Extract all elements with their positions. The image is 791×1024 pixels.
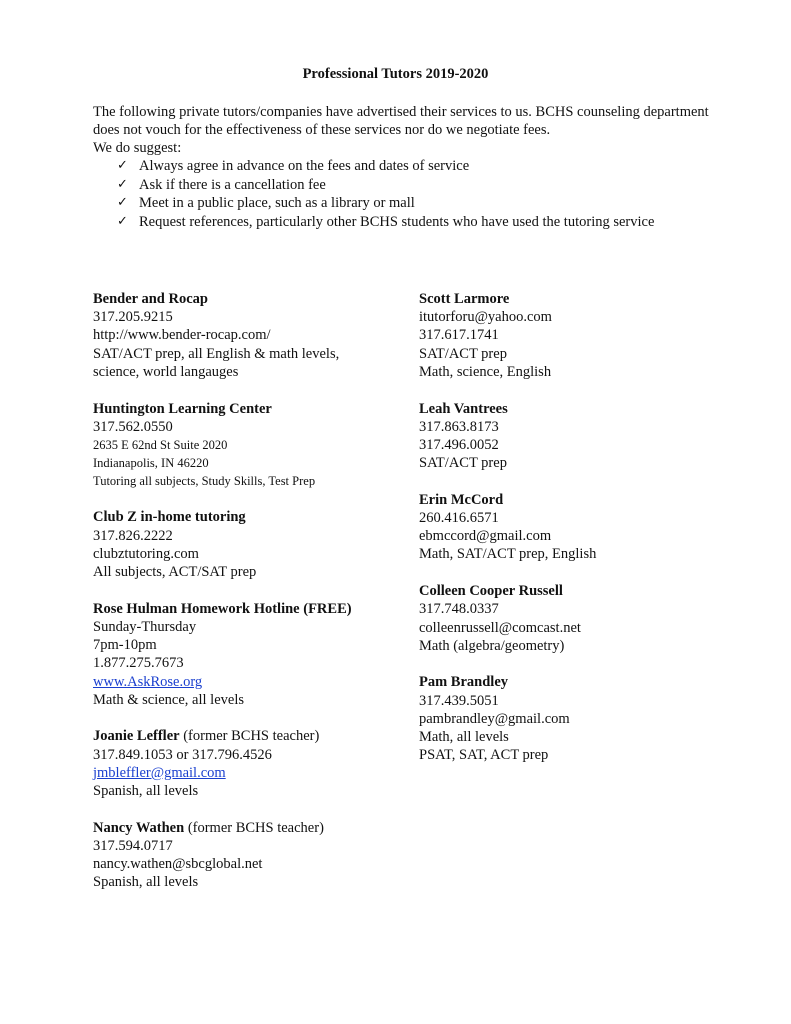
tutor-note: (former BCHS teacher)	[184, 819, 324, 836]
tutor-phone: 317.863.8173	[419, 418, 499, 435]
tutor-description: Spanish, all levels	[93, 783, 199, 800]
tutor-website: http://www.bender-rocap.com/	[93, 327, 271, 344]
suggest-label: We do suggest:	[93, 140, 182, 156]
suggestion-list	[93, 157, 733, 231]
askrose-link[interactable]: www.AskRose.org	[93, 673, 203, 690]
tutor-description: science, world langauges	[93, 363, 239, 380]
left-tutor-column	[93, 290, 403, 910]
tutor-description: SAT/ACT prep	[419, 455, 507, 472]
tutor-name: Leah Vantrees	[419, 400, 508, 417]
tutor-phone: 317.439.5051	[419, 692, 499, 709]
suggestion-item: ✓ Ask if there is a cancellation fee	[117, 176, 326, 193]
checkmark-icon: ✓	[117, 195, 128, 210]
tutor-entry-huntington	[93, 400, 403, 490]
tutor-entry-joanie-leffler	[93, 727, 403, 800]
tutor-name: Huntington Learning Center	[93, 400, 272, 417]
tutor-website: clubztutoring.com	[93, 545, 199, 562]
tutor-entry-scott-larmore	[419, 290, 739, 381]
tutor-description: PSAT, SAT, ACT prep	[419, 747, 549, 764]
tutor-phone: 317.826.2222	[93, 527, 173, 544]
checkmark-icon: ✓	[117, 176, 128, 192]
tutor-name: Bender and Rocap	[93, 291, 208, 307]
tutor-entry-erin-mccord	[419, 491, 739, 564]
tutor-phone: 317.496.0052	[419, 436, 499, 453]
tutor-phone: 317.617.1741	[419, 327, 499, 344]
suggestion-item: ✓ Request references, particularly other BCHS students who have used the tutoring service	[117, 213, 655, 230]
tutor-note: (former BCHS teacher)	[179, 728, 320, 745]
page-title: Professional Tutors 2019-2020	[302, 66, 489, 82]
tutor-entry-rose-hulman	[93, 600, 403, 709]
tutor-description: SAT/ACT prep, all English & math levels,	[93, 345, 340, 362]
tutor-entry-leah-vantrees	[419, 400, 739, 473]
tutor-description: Math, science, English	[419, 363, 552, 380]
tutor-phone: 260.416.6571	[419, 510, 499, 527]
right-tutor-column	[419, 290, 739, 783]
tutor-days: Sunday-Thursday	[93, 618, 197, 635]
tutor-address: 2635 E 62nd St Suite 2020	[93, 437, 228, 452]
suggestion-item: ✓ Meet in a public place, such as a library or mall	[117, 195, 415, 211]
tutor-name: Nancy Wathen	[93, 819, 185, 836]
tutor-phone: 317.748.0337	[419, 601, 499, 618]
tutor-description: Tutoring all subjects, Study Skills, Test Prep	[93, 473, 316, 488]
email-link[interactable]: jmbleffler@gmail.com	[93, 764, 226, 781]
tutor-phone: 1.877.275.7673	[93, 655, 184, 672]
tutor-email: nancy.wathen@sbcglobal.net	[93, 856, 263, 873]
tutor-name: Joanie Leffler	[93, 728, 180, 745]
tutor-entry-colleen-russell	[419, 582, 739, 655]
tutor-phone: 317.562.0550	[93, 418, 173, 435]
tutor-email: ebmccord@gmail.com	[419, 528, 552, 545]
tutor-description: Math, all levels	[419, 729, 509, 746]
tutor-name: Colleen Cooper Russell	[419, 583, 563, 600]
tutor-phone: 317.205.9215	[93, 309, 173, 326]
intro-section	[93, 103, 733, 231]
tutor-entry-club-z	[93, 508, 403, 581]
tutor-email: pambrandley@gmail.com	[419, 710, 570, 727]
tutor-description: All subjects, ACT/SAT prep	[93, 564, 257, 581]
checkmark-icon: ✓	[117, 158, 128, 173]
tutor-address: Indianapolis, IN 46220	[93, 455, 209, 470]
tutor-entry-bender-rocap	[93, 290, 403, 381]
tutor-name: Scott Larmore	[419, 291, 510, 307]
tutor-entry-nancy-wathen	[93, 819, 403, 892]
tutor-description: Math, SAT/ACT prep, English	[419, 546, 597, 563]
suggestion-item: ✓ Always agree in advance on the fees and dates of service	[117, 158, 470, 174]
tutor-phone: 317.849.1053 or 317.796.4526	[93, 746, 272, 763]
tutor-phone: 317.594.0717	[93, 837, 173, 854]
tutor-description: Spanish, all levels	[93, 874, 199, 891]
tutor-hours: 7pm-10pm	[93, 637, 157, 654]
tutor-email: colleenrussell@comcast.net	[419, 619, 581, 636]
checkmark-icon: ✓	[117, 213, 128, 229]
tutor-name: Club Z in-home tutoring	[93, 509, 246, 526]
tutor-name: Rose Hulman Homework Hotline (FREE)	[93, 600, 352, 617]
tutor-description: Math & science, all levels	[93, 691, 244, 708]
tutor-name: Pam Brandley	[419, 674, 509, 691]
tutor-description: Math (algebra/geometry)	[419, 637, 565, 654]
tutor-entry-pam-brandley	[419, 673, 739, 764]
tutor-name: Erin McCord	[419, 491, 504, 508]
tutor-email: itutorforu@yahoo.com	[419, 309, 552, 326]
intro-paragraph: The following private tutors/companies have advertised their services to us. BCHS counseling department does not vouch for the effectiveness of these services nor do we negotiate fees.	[93, 104, 709, 138]
tutor-description: SAT/ACT prep	[419, 345, 507, 362]
